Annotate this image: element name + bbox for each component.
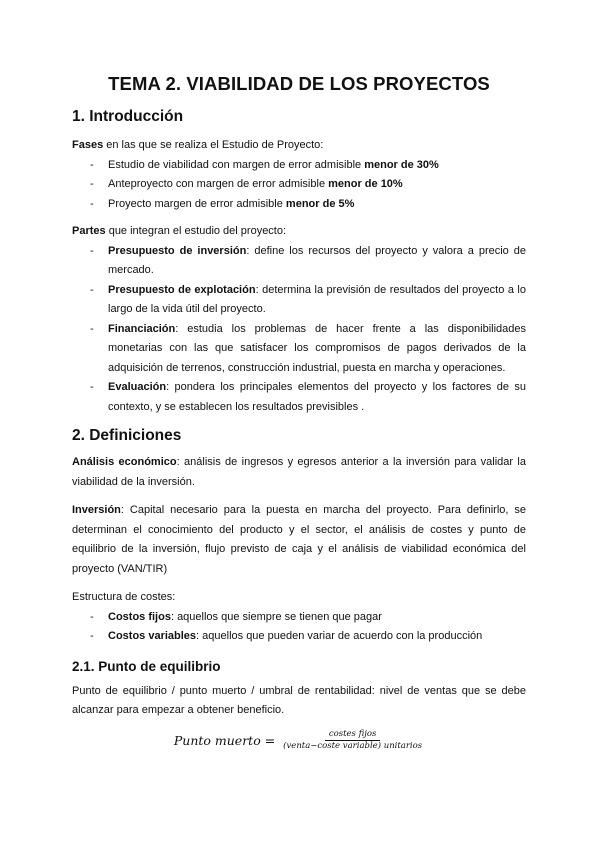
list-item: - Presupuesto de explotación: determina la previsión de resultados del proyecto a lo largo de la vida útil del proyecto.: [90, 283, 526, 315]
list-item: - Evaluación: pondera los principales elementos del proyecto y los factores de su contexto, y se establecen los resultados previsibles .: [90, 381, 526, 413]
formula-lhs: Punto muerto =: [173, 732, 276, 748]
partes-paragraph: [72, 222, 526, 242]
list-item: - Anteproyecto con margen de error admisible menor de 10%: [90, 178, 403, 190]
punto-equilibrio-paragraph: Punto de equilibrio / punto muerto / umbral de rentabilidad: nivel de ventas que se debe alcanzar para empezar a obtener beneficio.: [72, 684, 526, 716]
list-item: - Presupuesto de inversión: define los recursos del proyecto y valora a precio de mercado.: [90, 244, 526, 276]
analisis-paragraph: Análisis económico: análisis de ingresos y egresos anterior a la inversión para validar la viabilidad de la inversión.: [72, 456, 526, 488]
subsection-heading-punto-equilibrio: 2.1. Punto de equilibrio: [72, 658, 221, 674]
list-item: - Proyecto margen de error admisible menor de 5%: [90, 197, 355, 210]
partes-rest: que integran el estudio del proyecto:: [105, 225, 287, 237]
fases-term: Fases: [72, 139, 104, 151]
inversion-paragraph: Inversión: Capital necesario para la puesta en marcha del proyecto. Para definirlo, se determinan el conocimiento del producto y el sector, el análisis de costes y punto de equilibrio de la inversión, flujo previsto de caja y el análisis de viabilidad económica del proyecto (VAN/TIR): [72, 504, 526, 575]
partes-term: Partes: [72, 225, 106, 237]
costes-list: [72, 608, 526, 647]
fases-list: [72, 156, 526, 215]
estructura-intro: Estructura de costes:: [72, 591, 176, 603]
page-title: TEMA 2. VIABILIDAD DE LOS PROYECTOS: [108, 73, 490, 94]
list-item: - Costos variables: aquellos que pueden variar de acuerdo con la producción: [90, 630, 483, 642]
formula-fraction: [281, 729, 424, 752]
partes-list: [72, 242, 526, 418]
punto-muerto-formula: [72, 729, 526, 752]
list-item: - Financiación: estudia los problemas de hacer frente a las disponibilidades monetarias con las que satisfacer los compromisos de pagos derivados de la adquisición de terrenos, construcción industrial, puesta en marcha y operaciones.: [90, 322, 526, 374]
fases-rest: en las que se realiza el Estudio de Proyecto:: [103, 139, 324, 151]
section-heading-definiciones: 2. Definiciones: [72, 427, 182, 444]
list-item: - Costos fijos: aquellos que siempre se tienen que pagar: [90, 610, 382, 623]
list-item: - Estudio de viabilidad con margen de error admisible menor de 30%: [90, 158, 439, 171]
formula-denominator: (venta−coste variable) unitarios: [283, 740, 423, 751]
formula-numerator: costes fijos: [325, 729, 381, 741]
section-heading-introduccion: 1. Introducción: [72, 108, 184, 125]
fases-paragraph: [72, 136, 526, 156]
